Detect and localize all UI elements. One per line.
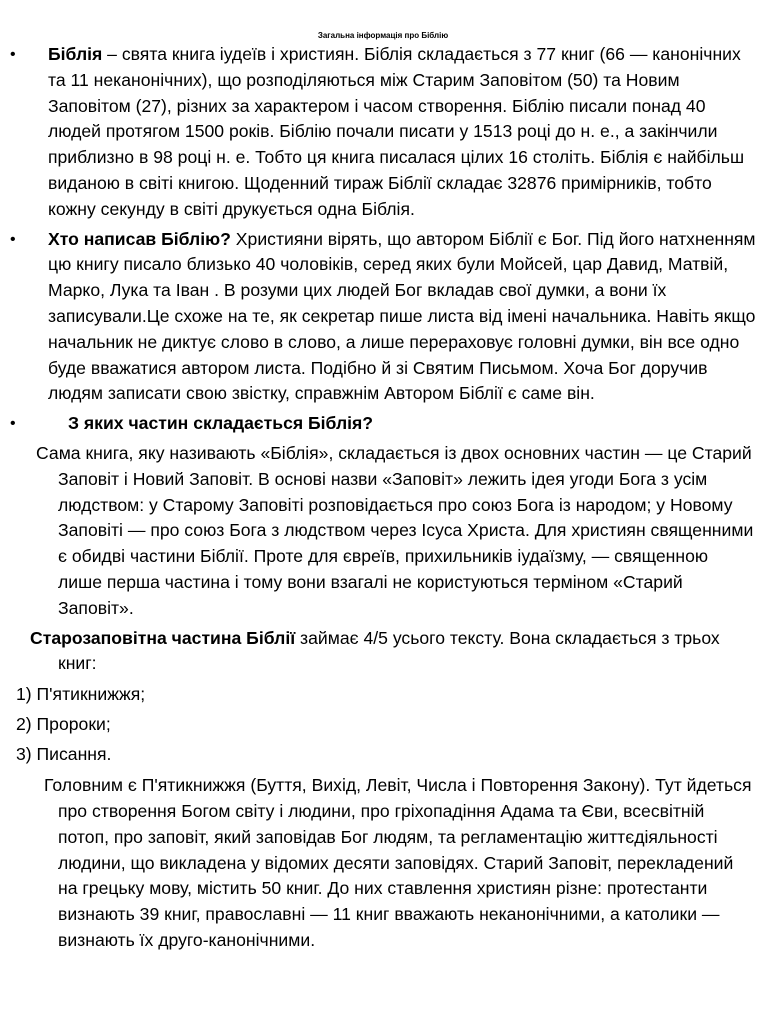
- term-bible: Біблія: [48, 44, 103, 64]
- document-body: [10, 42, 756, 954]
- paragraph-who-wrote: [10, 227, 756, 408]
- paragraph-bible-overview: [10, 42, 756, 223]
- list-item: 2) Пророки;: [16, 714, 111, 735]
- list-item: 1) П'ятикнижжя;: [16, 684, 146, 705]
- paragraph-pentateuch: Головним є П'ятикнижжя (Буття, Вихід, Левіт, Числа і Повторення Закону). Тут йдеться про створення Богом світу і людини, про гріхопадіння Адама та Єви, всесвітній потоп, про заповіт, який заповідав Бог людям, та регламентацію життєдіяльності людини, що викладена у відомих десяти заповідях. Старий Заповіт, перекладений на грецьку мову, містить 50 книг. До них ставлення християн різне: протестанти визнають 39 книг, православні — 11 книг вважають неканонічними, а католики — визнають їх друго-канонічними.: [44, 775, 752, 950]
- term-old-testament: Старозаповітна частина Біблії: [30, 627, 296, 648]
- question-who-wrote: Хто написав Біблію?: [48, 228, 231, 249]
- paragraph-old-testament: [10, 626, 756, 678]
- paragraph-parts-heading: [10, 411, 756, 437]
- bible-overview-text: – свята книга іудеїв і християн. Біблія складається з 77 книг (66 — канонічних та 11 неканонічних), що розподіляються між Старим Заповітом (50) та Новим Заповітом (27), різних за характером і часом створення. Біблію писали понад 40 людей протягом 1500 років. Біблію почали писати у 1513 році до н. е., а закінчили приблизно в 98 році н. е. Тобто ця книга писалася цілих 16 століть. Біблія є найбільш виданою в світі книгою. Щоденний тираж Біблії складає 32876 примірників, тобто кожну секунду в світі друкується одна Біблія.: [48, 44, 745, 219]
- old-testament-text: займає 4/5 усього тексту. Вона складається з трьох книг:: [58, 627, 720, 674]
- who-wrote-text: Християни вірять, що автором Біблії є Бог. Під його натхненням цю книгу писало близько 40 чоловіків, серед яких були Мойсей, цар Давид, Матвій, Марко, Лука та Іван . В розуми цих людей Бог вкладав свої думки, а вони їх записували.Це схоже на те, як секретар пише листа від імені начальника. Навіть якщо начальник не диктує слово в слово, а лише перераховує головні думки, він все одно буде вважатися автором листа. Подібно й зі Святим Письмом. Хоча Бог доручив людям записати свою звістку, справжнім Автором Біблії є саме він.: [48, 228, 756, 404]
- bullet-marker: •: [10, 230, 16, 248]
- books-list: [10, 679, 756, 769]
- question-parts: З яких частин складається Біблія?: [68, 413, 374, 434]
- bullet-marker: •: [10, 46, 16, 63]
- list-item: 3) Писання.: [16, 744, 112, 765]
- document-title: Загальна інформація про Біблію: [317, 31, 449, 40]
- paragraph-two-parts: Сама книга, яку називають «Біблія», складається із двох основних частин — це Старий Заповіт і Новий Заповіт. В основі назви «Заповіт» лежить ідея угоди Бога з усім людством: у Старому Заповіті розповідається про союз Бога із народом; у Новому Заповіті — про союз Бога з людством через Ісуса Христа. Для християн священними є обидві частини Біблії. Проте для євреїв, прихильників іудаїзму, — священною лише перша частина і тому вони взагалі не користуються терміном «Старий Заповіт».: [36, 442, 754, 618]
- bullet-marker: •: [10, 415, 16, 433]
